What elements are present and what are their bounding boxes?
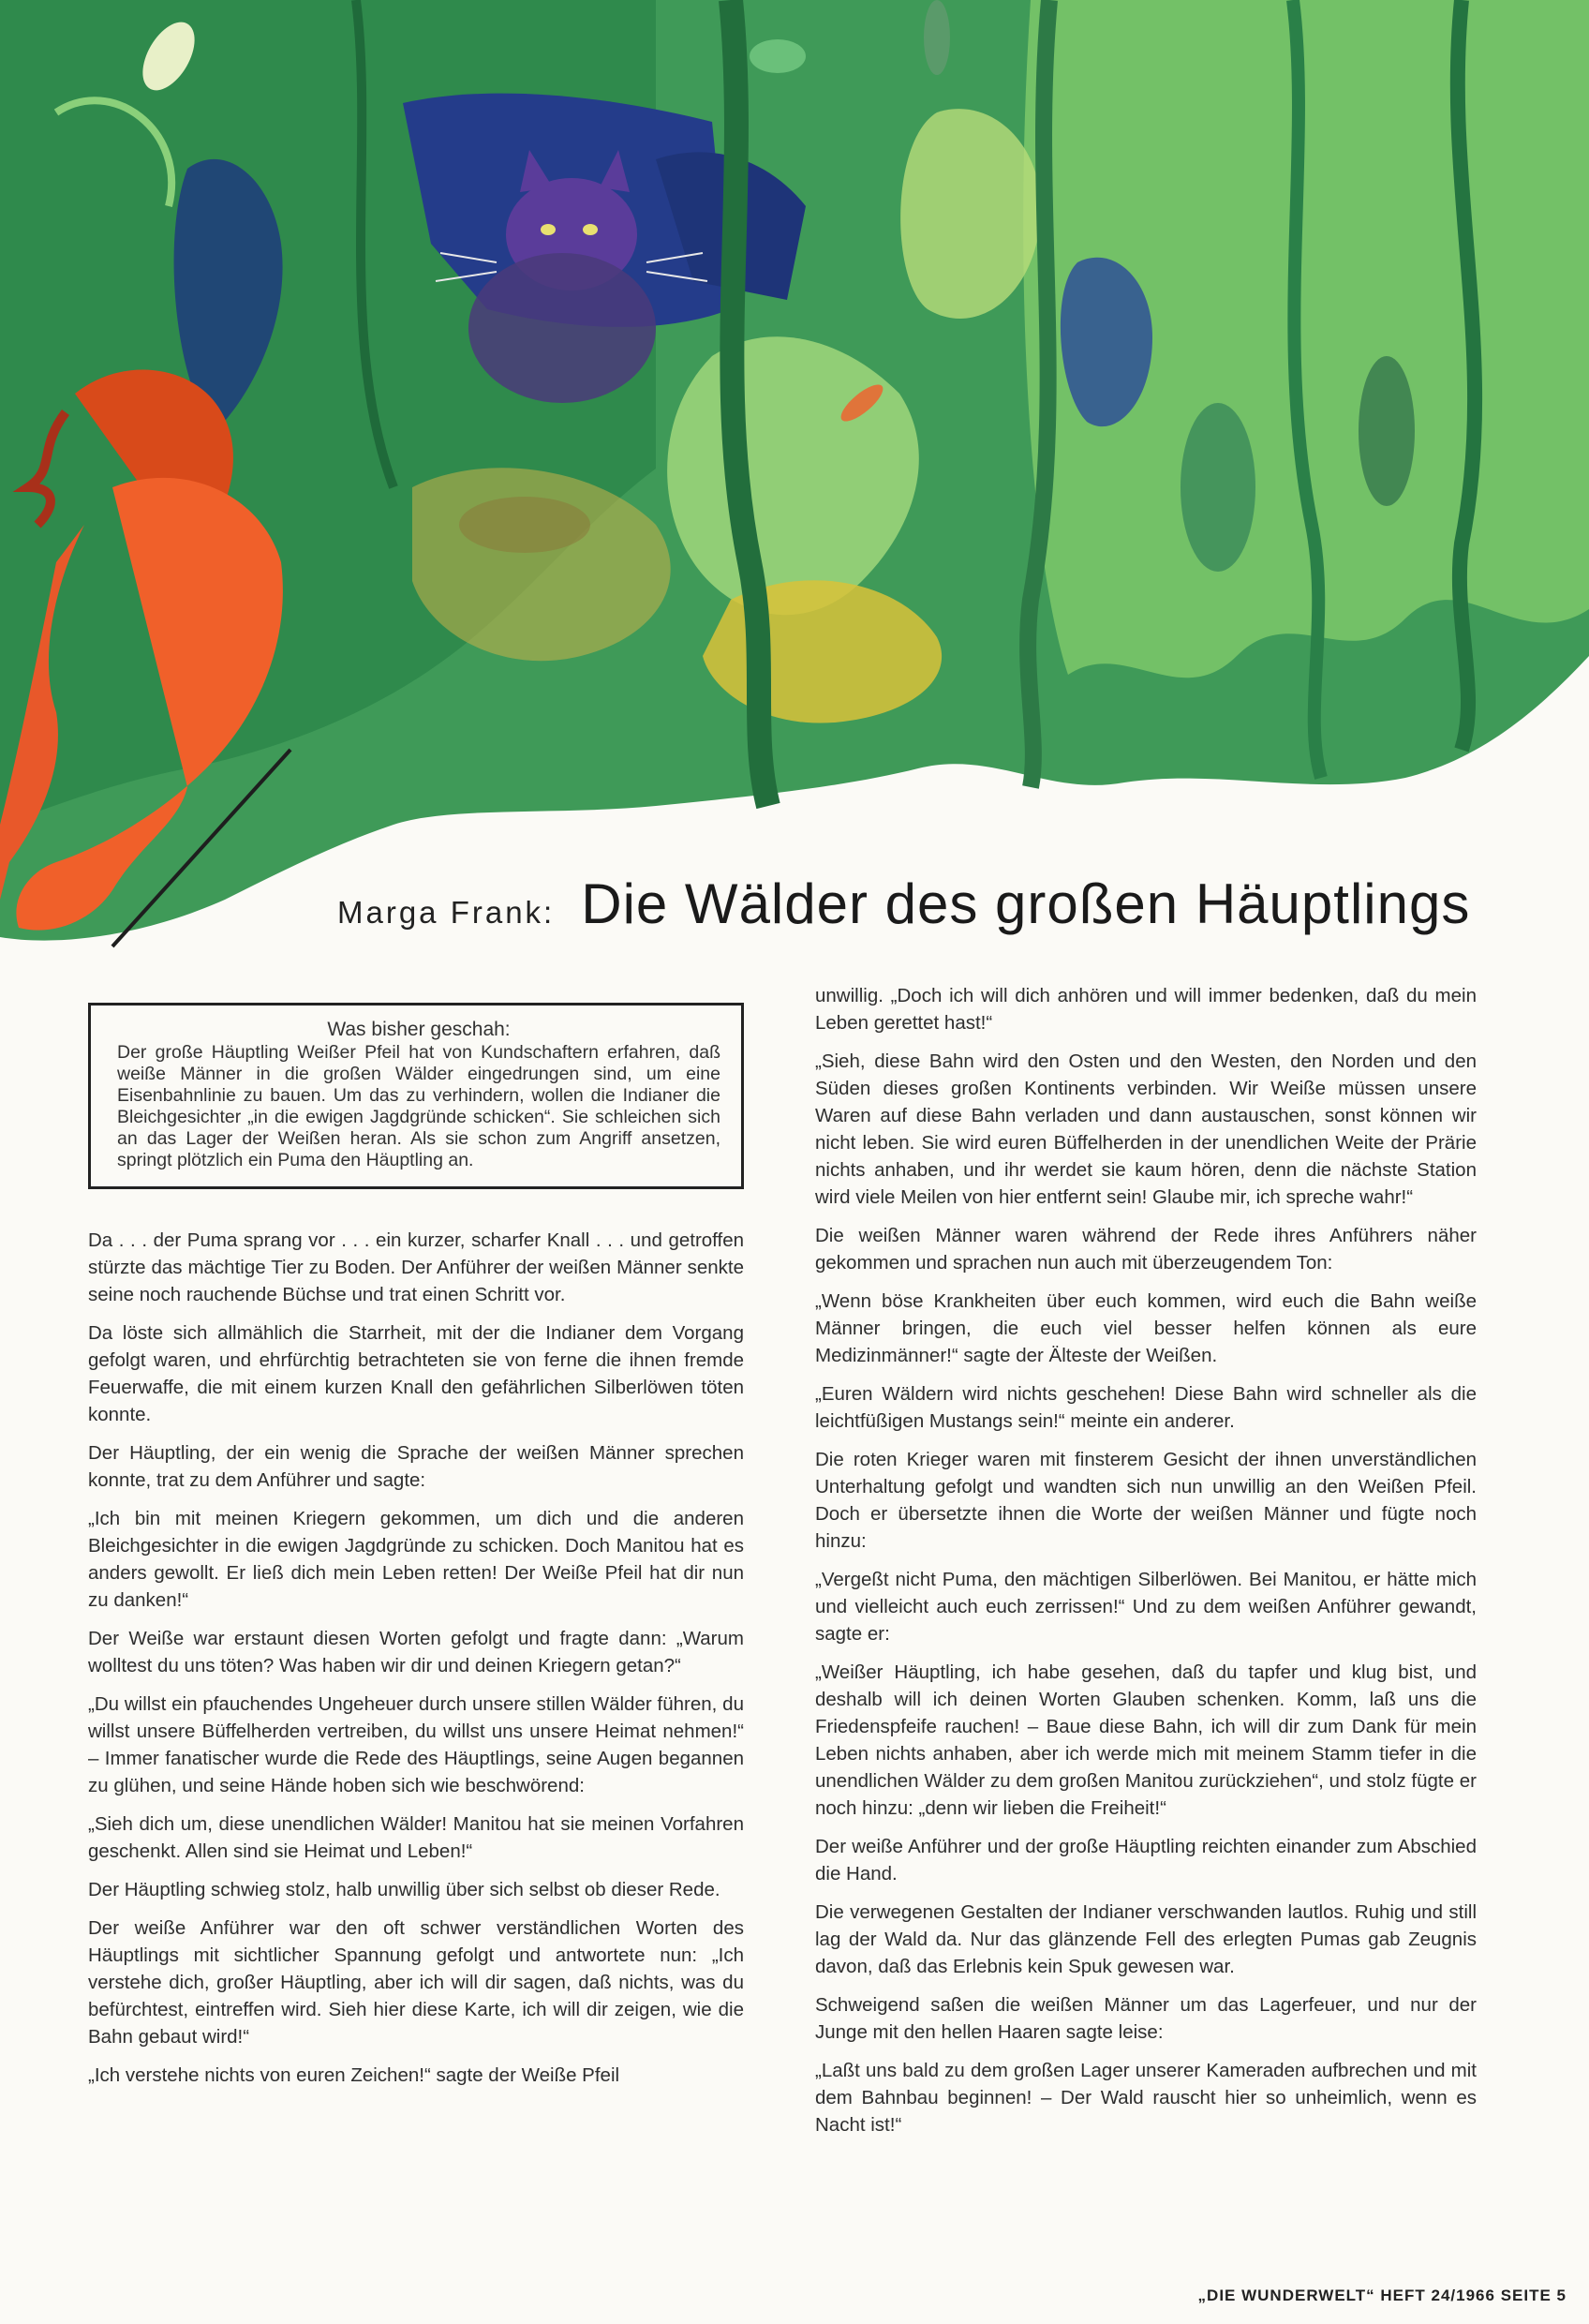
paragraph: „Wenn böse Krankheiten über euch kommen, wird euch die Bahn weiße Männer bringen, die euch viel besser helfen können als eure Medizinmänner!“ sagte der Älteste der Weißen.	[815, 1290, 1477, 1366]
recap-text: Der große Häuptling Weißer Pfeil hat von Kundschaftern erfahren, daß weiße Männer in die großen Wälder eingedrungen sind, um eine Eisenbahnlinie zu bauen. Um das zu verhindern, wollen die Indianer die Bleichgesichter „in die ewigen Jagdgründe schicken“. Sie schleichen sich an das Lager der Weißen heran. Als sie schon zum Angriff ansetzen, springt plötzlich ein Puma den Häuptling an.	[117, 1042, 720, 1170]
paragraph: Der weiße Anführer und der große Häuptling reichten einander zum Abschied die Hand.	[815, 1836, 1477, 1885]
paragraph: Der Häuptling schwieg stolz, halb unwillig über sich selbst ob dieser Rede.	[88, 1879, 720, 1900]
forest-illustration	[0, 0, 1589, 956]
paragraph: Die roten Krieger waren mit finsterem Gesicht der ihnen unverständlichen Unterhaltung gefolgt und wandten sich nun unwillig an den Weißen Pfeil. Doch er übersetzte ihnen die Worte der weißen Männer und fügte noch hinzu:	[815, 1449, 1477, 1552]
paragraph: „Sieh dich um, diese unendlichen Wälder! Manitou hat sie meinen Vorfahren geschenkt. Allen sind sie Heimat und Leben!“	[88, 1813, 744, 1862]
paragraph: Der weiße Anführer war den oft schwer verständlichen Worten des Häuptlings mit sichtlicher Spannung gefolgt und antwortete nun: „Ich verstehe dich, großer Häuptling, aber ich will dir sagen, daß nichts, was du befürchtest, eintreffen wird. Sieh hier diese Karte, ich will dir zeigen, wie die Bahn gebaut wird!“	[88, 1917, 744, 2048]
paragraph: „Weißer Häuptling, ich habe gesehen, daß du tapfer und klug bist, und deshalb will ich deinen Worten Glauben schenken. Komm, laß uns die Friedenspfeife rauchen! – Baue diese Bahn, ich will dir zum Dank für mein Leben nichts anhaben, aber ich werde mich mit meinem Stamm tiefer in die unendlichen Wälder zu dem großen Manitou zurückziehen“, und stolz fügte er noch hinzu: „denn wir lieben die Freiheit!“	[815, 1661, 1477, 1819]
article-headline	[337, 872, 1480, 956]
paragraph: „Sieh, diese Bahn wird den Osten und den Westen, den Norden und den Süden dieses großen Kontinents verbinden. Wir Weiße müssen unsere Waren auf diese Bahn verladen und dann austauschen, sonst können wir nicht leben. Sie wird euren Büffelherden in der unendlichen Weite der Prärie nichts anhaben, und ihr werdet sie kaum hören, denn die nächste Station wird viele Meilen von hier entfernt sein! Glaube mir, ich spreche wahr!“	[815, 1050, 1477, 1208]
paragraph: Die weißen Männer waren während der Rede ihres Anführers näher gekommen und sprachen nun auch mit überzeugendem Ton:	[815, 1225, 1477, 1274]
paragraph: „Laßt uns bald zu dem großen Lager unserer Kameraden aufbrechen und mit dem Bahnbau beginnen! – Der Wald rauscht hier so unheimlich, wenn es Nacht ist!“	[815, 2060, 1477, 2136]
paragraph: „Ich bin mit meinen Kriegern gekommen, um dich und die anderen Bleichgesichter in die ewigen Jagdgründe zu schicken. Doch Manitou hat es anders gewollt. Er ließ dich mein Leben retten! Der Weiße Pfeil hat dir nun zu danken!“	[88, 1508, 744, 1611]
paragraph: unwillig. „Doch ich will dich anhören und will immer bedenken, daß du mein Leben gerettet hast!“	[815, 985, 1477, 1034]
page-footer: „DIE WUNDERWELT“ HEFT 24/1966 SEITE 5	[1197, 2287, 1567, 2304]
article-author: Marga Frank:	[337, 895, 556, 930]
recap-box	[88, 1003, 744, 1189]
paragraph: „Euren Wäldern wird nichts geschehen! Diese Bahn wird schneller als die leichtfüßigen Mustangs sein!“ meinte ein anderer.	[815, 1383, 1477, 1432]
paragraph: Der Häuptling, der ein wenig die Sprache der weißen Männer sprechen konnte, trat zu dem Anführer und sagte:	[88, 1442, 744, 1491]
recap-heading: Was bisher geschah:	[327, 1019, 511, 1040]
left-column	[88, 984, 744, 2100]
paragraph: Schweigend saßen die weißen Männer um das Lagerfeuer, und nur der Junge mit den hellen Haaren sagte leise:	[815, 1994, 1477, 2043]
paragraph: „Du willst ein pfauchendes Ungeheuer durch unsere stillen Wälder führen, du willst unsere Büffelherden vertreiben, du willst uns unsere Heimat nehmen!“ – Immer fanatischer wurde die Rede des Häuptlings, seine Augen begannen zu glühen, und seine Hände hoben sich wie beschwörend:	[88, 1693, 744, 1796]
paragraph: Da . . . der Puma sprang vor . . . ein kurzer, scharfer Knall . . . und getroffen stürzte das mächtige Tier zu Boden. Der Anführer der weißen Männer senkte seine noch rauchende Büchse und trat einen Schritt vor.	[88, 1229, 744, 1305]
paragraph: Die verwegenen Gestalten der Indianer verschwanden lautlos. Ruhig und still lag der Wald da. Nur das glänzende Fell des erlegten Pumas gab Zeugnis davon, daß das Erlebnis kein Spuk gewesen war.	[815, 1901, 1477, 1977]
right-column	[815, 982, 1477, 2150]
article-title: Die Wälder des großen Häuptlings	[581, 872, 1471, 935]
paragraph: „Ich verstehe nichts von euren Zeichen!“ sagte der Weiße Pfeil	[88, 2064, 620, 2086]
paragraph: „Vergeßt nicht Puma, den mächtigen Silberlöwen. Bei Manitou, er hätte mich und vielleicht auch euch zerrissen!“ Und zu dem weißen Anführer gewandt, sagte er:	[815, 1569, 1477, 1645]
paragraph: Der Weiße war erstaunt diesen Worten gefolgt und fragte dann: „Warum wolltest du uns töten? Was haben wir dir und deinen Kriegern getan?“	[88, 1628, 744, 1676]
paragraph: Da löste sich allmählich die Starrheit, mit der die Indianer dem Vorgang gefolgt waren, und ehrfürchtig betrachteten sie von ferne die ihnen fremde Feuerwaffe, die mit einem kurzen Knall den gefährlichen Silberlöwen töten konnte.	[88, 1322, 744, 1425]
